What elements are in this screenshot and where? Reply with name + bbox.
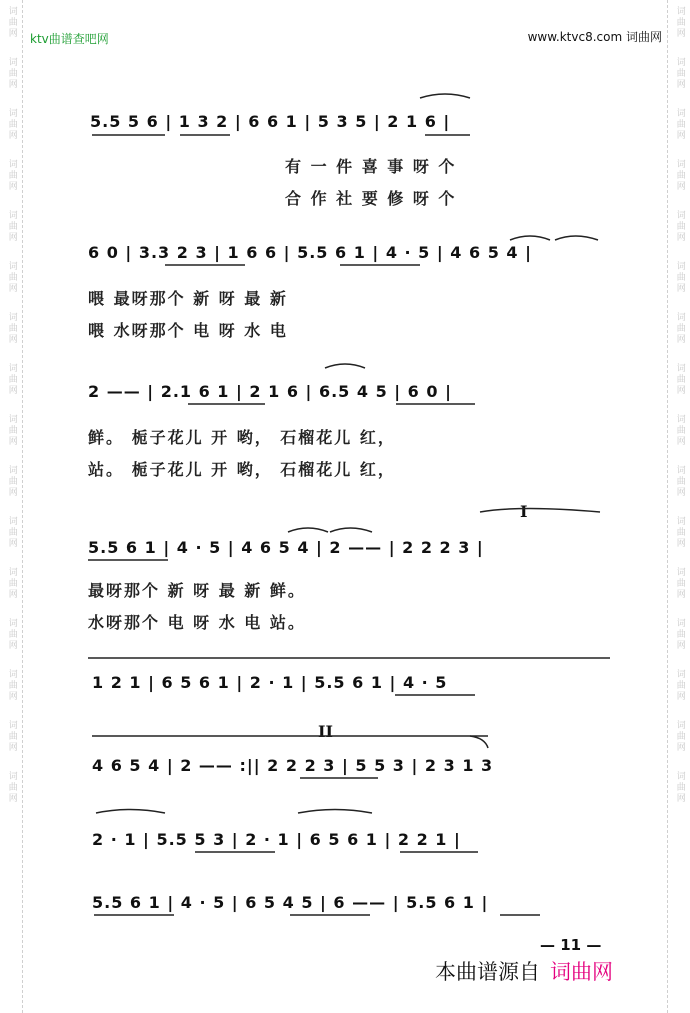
watermark-text: 词曲网: [6, 159, 17, 192]
footer-prefix: 本曲谱源自: [435, 960, 540, 984]
watermark-text: 词曲网: [6, 465, 17, 498]
notation-line-3: 2 —— | 2.1 6 1 | 2 1 6 | 6.5 4 5 | 6 0 |: [88, 382, 452, 401]
lyric-line-3a: 鲜。 栀子花儿 开 哟， 石榴花儿 红，: [88, 428, 396, 447]
page-number: — 11 —: [540, 936, 602, 954]
watermark-text: 词曲网: [674, 312, 685, 345]
watermark-text: 词曲网: [6, 57, 17, 90]
watermark-text: 词曲网: [6, 108, 17, 141]
watermark-text: 词曲网: [6, 414, 17, 447]
watermark-text: 词曲网: [6, 669, 17, 702]
lyric-line-1b: 合 作 社 要 修 呀 个: [285, 189, 457, 208]
watermark-text: 词曲网: [6, 516, 17, 549]
watermark-text: 词曲网: [674, 567, 685, 600]
site-url[interactable]: www.ktvc8.com: [527, 30, 623, 44]
notation-line-4: 5.5 6 1 | 4 · 5 | 4 6 5 4 | 2 —— | 2 2 2 3 |: [88, 538, 484, 557]
lyric-line-2a: 喂 最呀那个 新 呀 最 新: [88, 289, 288, 308]
section-mark-1: I: [520, 502, 528, 521]
watermark-text: 词曲网: [674, 363, 685, 396]
footer-brand-link[interactable]: 词曲网: [550, 960, 613, 984]
notation-line-6: 4 6 5 4 | 2 —— :|| 2 2 2 3 | 5 5 3 | 2 3 1 3: [92, 756, 494, 775]
watermark-text: 词曲网: [674, 210, 685, 243]
watermark-text: 词曲网: [6, 567, 17, 600]
watermark-text: 词曲网: [6, 6, 17, 39]
watermark-text: 词曲网: [6, 618, 17, 651]
watermark-text: 词曲网: [674, 6, 685, 39]
watermark-text: 词曲网: [674, 669, 685, 702]
watermark-text: 词曲网: [674, 516, 685, 549]
lyric-line-4b: 水呀那个 电 呀 水 电 站。: [88, 613, 306, 632]
watermark-text: 词曲网: [6, 771, 17, 804]
notation-line-7: 2 · 1 | 5.5 5 3 | 2 · 1 | 6 5 6 1 | 2 2 1 |: [92, 830, 461, 849]
site-name-left[interactable]: ktv曲谱查吧网: [30, 32, 109, 46]
watermark-text: 词曲网: [674, 720, 685, 753]
watermark-text: 词曲网: [674, 465, 685, 498]
notation-line-5: 1 2 1 | 6 5 6 1 | 2 · 1 | 5.5 6 1 | 4 · 5: [92, 673, 448, 692]
watermark-text: 词曲网: [6, 363, 17, 396]
watermark-text: 词曲网: [674, 771, 685, 804]
watermark-text: 词曲网: [674, 159, 685, 192]
watermark-text: 词曲网: [674, 414, 685, 447]
section-mark-2: II: [318, 722, 333, 741]
watermark-text: 词曲网: [674, 618, 685, 651]
source-footer: [435, 956, 613, 986]
notation-line-1: 5.5 5 6 | 1 3 2 | 6 6 1 | 5 3 5 | 2 1 6 |: [90, 112, 451, 131]
lyric-line-1a: 有 一 件 喜 事 呀 个: [285, 157, 457, 176]
watermark-text: 词曲网: [674, 261, 685, 294]
watermark-text: 词曲网: [6, 261, 17, 294]
watermark-text: 词曲网: [6, 312, 17, 345]
lyric-line-4a: 最呀那个 新 呀 最 新 鲜。: [88, 581, 306, 600]
notation-line-2: 6 0 | 3.3 2 3 | 1 6 6 | 5.5 6 1 | 4 · 5 | 4 6 5 4 |: [88, 243, 532, 262]
notation-line-8: 5.5 6 1 | 4 · 5 | 6 5 4 5 | 6 —— | 5.5 6 1 |: [92, 893, 489, 912]
lyric-line-2b: 喂 水呀那个 电 呀 水 电: [88, 321, 288, 340]
site-brand[interactable]: 词曲网: [625, 30, 662, 44]
watermark-text: 词曲网: [6, 210, 17, 243]
watermark-text: 词曲网: [674, 108, 685, 141]
lyric-line-3b: 站。 栀子花儿 开 哟， 石榴花儿 红，: [88, 460, 396, 479]
watermark-text: 词曲网: [674, 57, 685, 90]
watermark-text: 词曲网: [6, 720, 17, 753]
